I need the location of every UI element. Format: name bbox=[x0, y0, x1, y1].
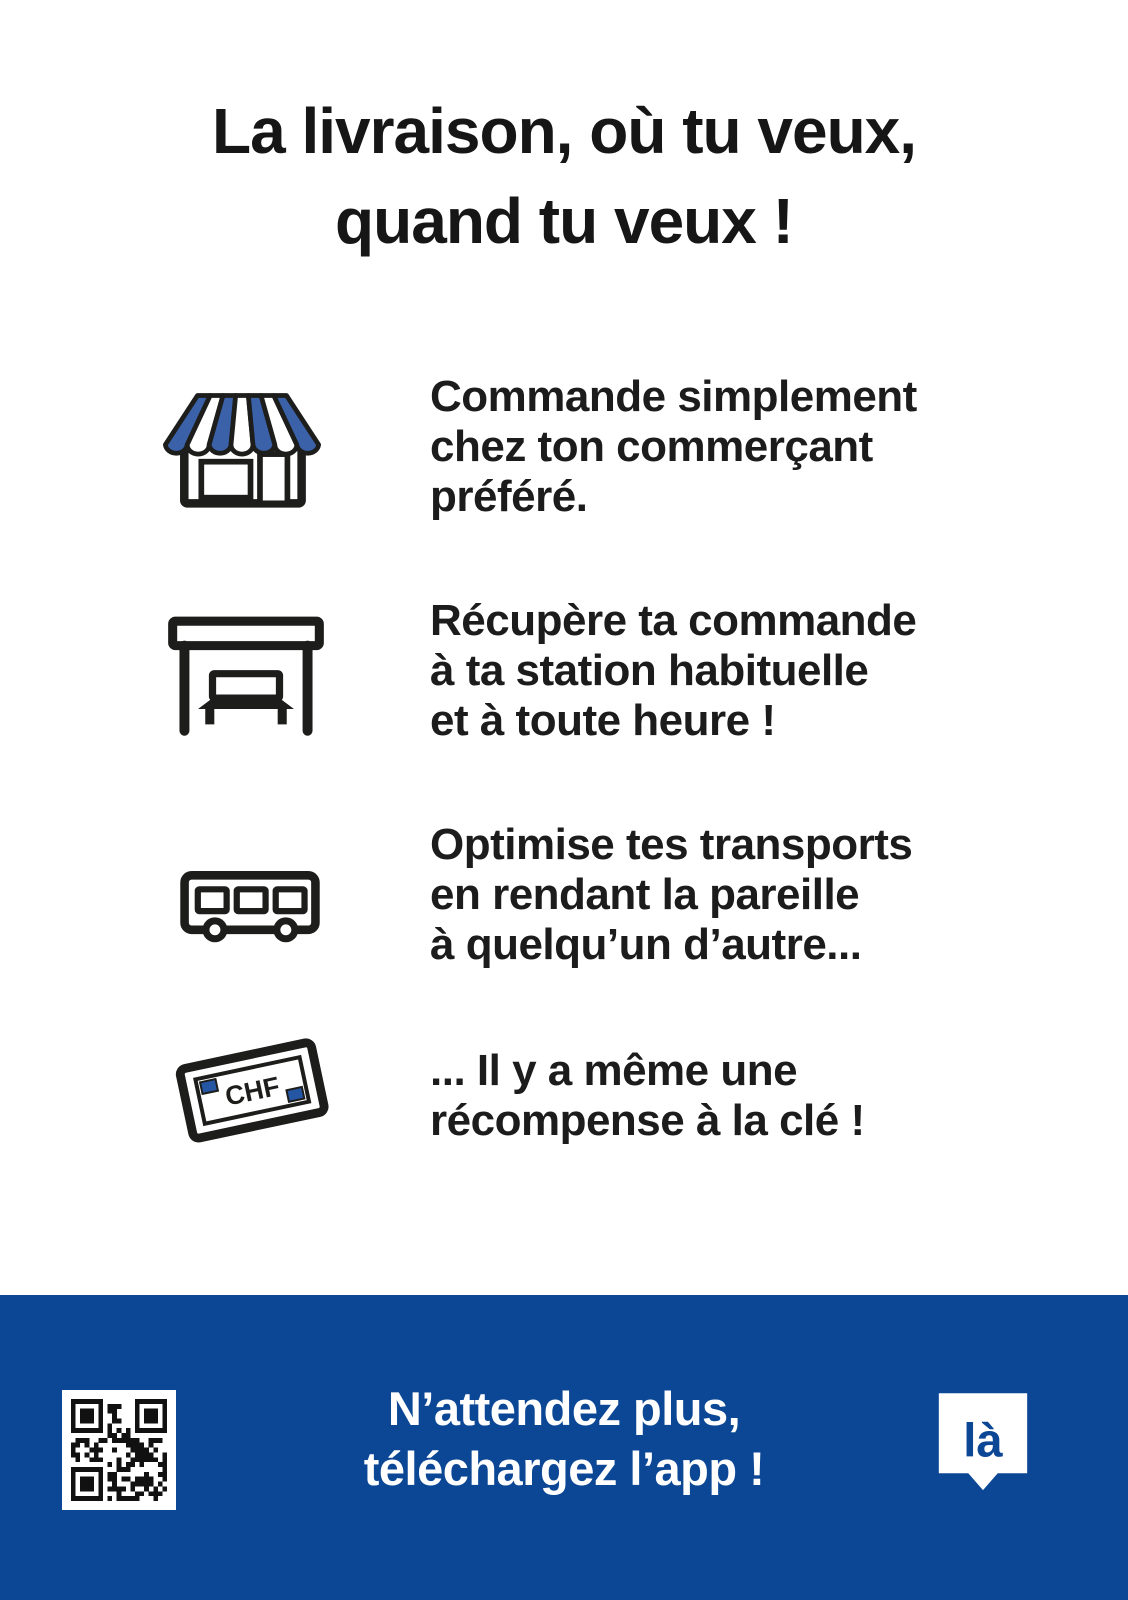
feature-line: chez ton commerçant bbox=[430, 422, 873, 471]
feature-line: Optimise tes transports bbox=[430, 820, 913, 869]
feature-text bbox=[430, 1046, 865, 1146]
bus-stop-shelter-icon bbox=[160, 612, 332, 739]
banknote-icon bbox=[169, 1026, 334, 1154]
feature-line: Commande simplement bbox=[430, 372, 917, 421]
feature-line: Récupère ta commande bbox=[430, 596, 917, 645]
feature-line: et à toute heure ! bbox=[430, 696, 776, 745]
title-line-1: La livraison, où tu veux, bbox=[211, 95, 917, 167]
feature-text bbox=[430, 820, 912, 970]
storefront-icon bbox=[152, 386, 332, 509]
footer-banner bbox=[0, 1295, 1128, 1600]
logo-text: là bbox=[963, 1414, 1003, 1468]
feature-line: à ta station habituelle bbox=[430, 646, 869, 695]
feature-text bbox=[430, 596, 916, 746]
feature-line: récompense à la clé ! bbox=[430, 1096, 865, 1145]
bus-icon bbox=[176, 858, 324, 944]
cta-line-1: N’attendez plus, bbox=[387, 1382, 741, 1435]
awning bbox=[165, 395, 318, 454]
feature-line: en rendant la pareille bbox=[430, 870, 860, 919]
page-title bbox=[0, 86, 1128, 266]
banknote-currency-label: CHF bbox=[222, 1070, 283, 1112]
feature-line: à quelqu’un d’autre... bbox=[430, 920, 862, 969]
la-app-logo bbox=[930, 1387, 1036, 1509]
feature-text bbox=[430, 372, 917, 522]
feature-line: ... Il y a même une bbox=[430, 1046, 798, 1095]
feature-line: préféré. bbox=[430, 472, 588, 521]
cta-line-2: téléchargez l’app ! bbox=[363, 1442, 765, 1495]
title-line-2: quand tu veux ! bbox=[335, 185, 793, 257]
